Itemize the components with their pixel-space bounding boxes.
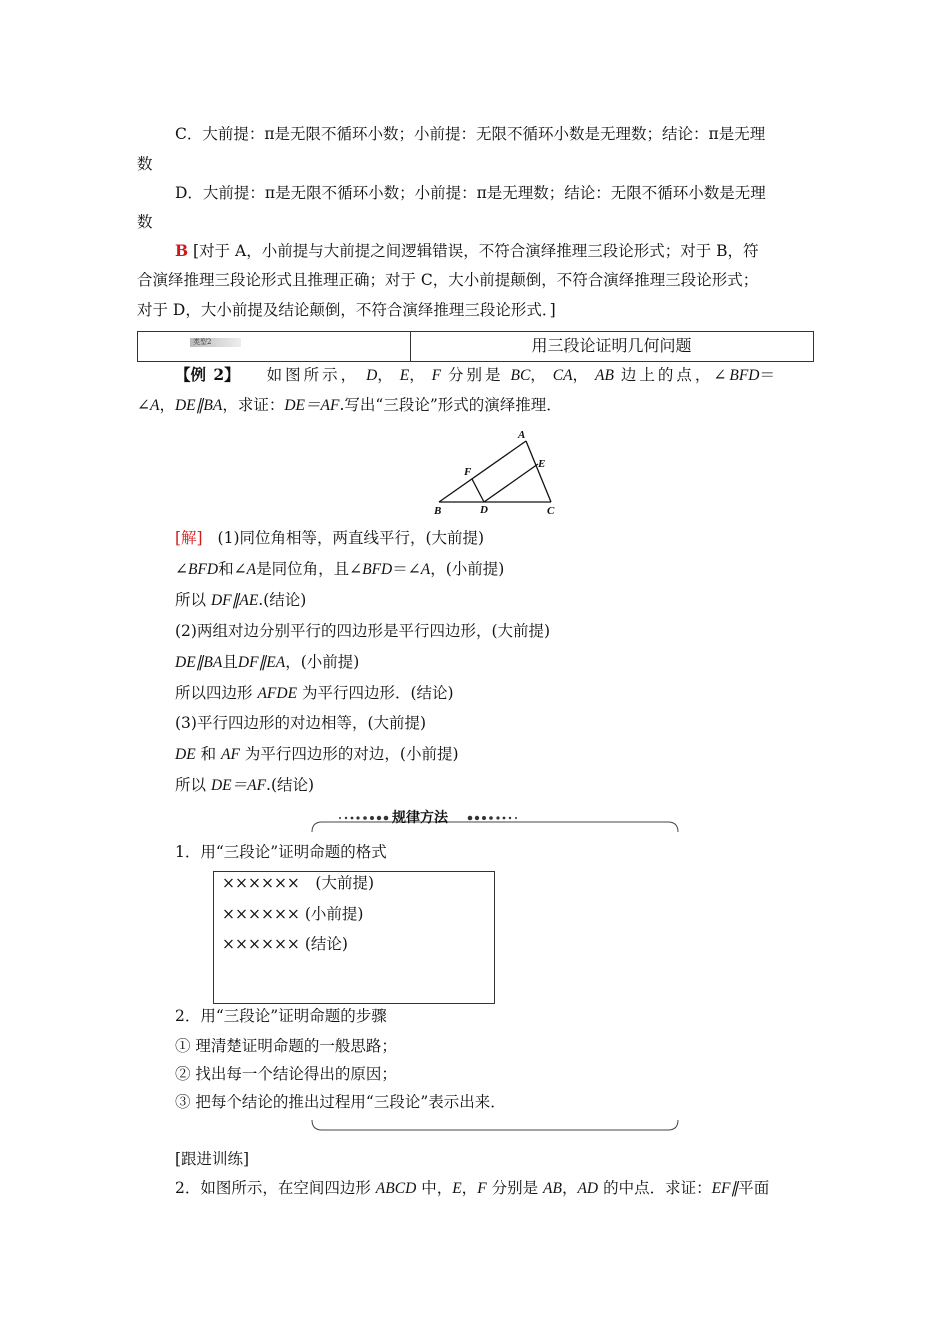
method-step1: ① 理清楚证明命题的一般思路； bbox=[175, 1037, 397, 1055]
section-header-left bbox=[138, 332, 411, 361]
method-step2: ② 找出每一个结论得出的原因； bbox=[175, 1065, 397, 1083]
question-text: ， bbox=[461, 1179, 478, 1197]
option-d-line2: 数 bbox=[137, 213, 153, 231]
example-text: ＝ bbox=[759, 366, 776, 384]
solution-line9 bbox=[175, 775, 314, 796]
section-title: 用三段论证明几何问题 bbox=[531, 338, 692, 355]
solution-text: ＝∠ bbox=[392, 560, 421, 578]
example-label: 【例 2】 bbox=[175, 365, 240, 384]
example-text: 分别是 bbox=[448, 366, 504, 384]
var-bc: BC bbox=[510, 367, 531, 384]
section-header bbox=[137, 331, 814, 362]
question-text: 平面 bbox=[738, 1179, 770, 1197]
solution-text: ∠ bbox=[175, 560, 188, 578]
var-df-ae: DF∥AE bbox=[210, 592, 259, 609]
format-major: ×××××× (大前提) bbox=[222, 874, 375, 892]
var-ca: CA bbox=[552, 367, 573, 384]
var-bfd: BFD bbox=[362, 561, 393, 578]
var-ad: AD bbox=[577, 1180, 599, 1197]
solution-line5 bbox=[175, 652, 359, 673]
var-af: AF bbox=[221, 746, 240, 763]
example-text: 如图所示， bbox=[266, 366, 360, 384]
question-text: 2．如图所示，在空间四边形 bbox=[175, 1179, 376, 1197]
solution-line8 bbox=[175, 744, 459, 765]
answer-line2: 合演绎推理三段论形式且推理正确；对于 C，大小前提颠倒，不符合演绎推理三段论形式； bbox=[137, 271, 759, 289]
var-de-af: DE＝AF bbox=[284, 397, 340, 414]
method-point1: 1．用“三段论”证明命题的格式 bbox=[175, 843, 387, 861]
solution-text: 所以 bbox=[175, 776, 211, 794]
method-frame-bottom bbox=[310, 1118, 680, 1140]
var-a: A bbox=[420, 561, 431, 578]
example-text: ，求证： bbox=[222, 396, 285, 414]
var-d: D bbox=[366, 367, 378, 384]
follow-up-label: [跟进训练] bbox=[175, 1150, 250, 1168]
solution-line2 bbox=[175, 559, 504, 580]
example-line1: 【例 2】 如图所示， D， E， F 分别是 BC， CA， AB 边上的点，∠BFD＝ bbox=[175, 365, 776, 384]
triangle-figure bbox=[425, 425, 565, 520]
var-bfd: BFD bbox=[729, 367, 760, 384]
solution-text: 和∠ bbox=[218, 560, 247, 578]
solution-text: .(结论) bbox=[258, 591, 307, 609]
var-f: F bbox=[431, 367, 442, 384]
method-step3: ③ 把每个结论的推出过程用“三段论”表示出来． bbox=[175, 1093, 506, 1111]
var-abcd: ABCD bbox=[375, 1180, 417, 1197]
segment-ba bbox=[439, 441, 526, 502]
solution-text: 所以四边形 bbox=[175, 684, 258, 702]
var-f: F bbox=[477, 1180, 487, 1197]
example-line2 bbox=[137, 395, 562, 416]
question-text: 的中点．求证： bbox=[598, 1179, 712, 1197]
solution-text: 为平行四边形．(结论) bbox=[297, 684, 454, 702]
var-a: A bbox=[150, 397, 160, 414]
question-text: 分别是 bbox=[486, 1179, 544, 1197]
label-d: D bbox=[480, 504, 488, 516]
answer-text1: [对于 A，小前提与大前提之间逻辑错误，不符合演绎推理三段论形式；对于 B，符 bbox=[193, 242, 759, 260]
label-a: A bbox=[518, 429, 526, 441]
solution-label: [解] bbox=[175, 529, 203, 547]
solution-text: (1)同位角相等，两直线平行，(大前提) bbox=[217, 529, 485, 547]
segment-ac bbox=[526, 441, 551, 502]
var-a: A bbox=[246, 561, 257, 578]
label-f: F bbox=[464, 466, 472, 478]
solution-text: 所以 bbox=[175, 591, 211, 609]
var-ef: EF∥ bbox=[711, 1180, 739, 1197]
example-text: ∠ bbox=[137, 396, 150, 414]
var-ab: AB bbox=[543, 1180, 562, 1197]
solution-text: .(结论) bbox=[266, 776, 315, 794]
var-afde: AFDE bbox=[257, 685, 298, 702]
format-conclusion: ×××××× (结论) bbox=[222, 935, 348, 953]
solution-text: 且 bbox=[222, 653, 238, 671]
solution-text: 为平行四边形的对边，(小前提) bbox=[239, 745, 459, 763]
var-de-ba: DE∥BA bbox=[174, 397, 223, 414]
solution-text: ，(小前提) bbox=[285, 653, 360, 671]
var-df-ea: DF∥EA bbox=[237, 654, 286, 671]
answer-line1 bbox=[175, 241, 759, 261]
question-text: ， bbox=[561, 1179, 578, 1197]
segment-de bbox=[484, 464, 538, 502]
method-frame-top bbox=[310, 808, 680, 834]
example-text: ， bbox=[159, 396, 175, 414]
label-b: B bbox=[434, 505, 442, 517]
label-e: E bbox=[538, 458, 546, 470]
example-text: .写出“三段论”形式的演绎推理． bbox=[339, 396, 562, 414]
var-bfd: BFD bbox=[188, 561, 219, 578]
segment-fd bbox=[472, 479, 484, 502]
label-c: C bbox=[547, 505, 555, 517]
answer-letter: B bbox=[175, 241, 189, 260]
solution-line4: (2)两组对边分别平行的四边形是平行四边形，(大前提) bbox=[175, 622, 551, 640]
solution-text: 是同位角，且∠ bbox=[256, 560, 363, 578]
var-de: DE bbox=[175, 746, 196, 763]
format-minor: ×××××× (小前提) bbox=[222, 905, 364, 923]
section-type-tag: 类型2 bbox=[190, 338, 241, 347]
solution-line7: (3)平行四边形的对边相等，(大前提) bbox=[175, 714, 427, 732]
question-text: 中， bbox=[416, 1179, 453, 1197]
var-de-ba: DE∥BA bbox=[175, 654, 223, 671]
option-d-line1: D．大前提：π是无限不循环小数；小前提：π是无理数；结论：无限不循环小数是无理 bbox=[175, 184, 766, 202]
solution-line6 bbox=[175, 683, 454, 704]
solution-line1 bbox=[175, 528, 484, 548]
example-text: 边上的点，∠ bbox=[620, 366, 730, 384]
var-ab: AB bbox=[594, 367, 614, 384]
var-e: E bbox=[399, 367, 410, 384]
solution-text: ，(小前提) bbox=[430, 560, 505, 578]
follow-up-question2 bbox=[175, 1178, 769, 1199]
var-e: E bbox=[452, 1180, 462, 1197]
method-title: 规律方法 bbox=[392, 809, 448, 825]
answer-line3: 对于 D，大小前提及结论颠倒，不符合演绎推理三段论形式．] bbox=[137, 301, 556, 319]
option-c-line1: C．大前提：π是无限不循环小数；小前提：无限不循环小数是无理数；结论：π是无理 bbox=[175, 125, 766, 143]
option-c-line2: 数 bbox=[137, 155, 153, 173]
method-point2: 2．用“三段论”证明命题的步骤 bbox=[175, 1007, 387, 1025]
solution-text: 和 bbox=[195, 745, 222, 763]
solution-line3 bbox=[175, 590, 306, 611]
var-de-af: DE＝AF bbox=[210, 777, 267, 794]
